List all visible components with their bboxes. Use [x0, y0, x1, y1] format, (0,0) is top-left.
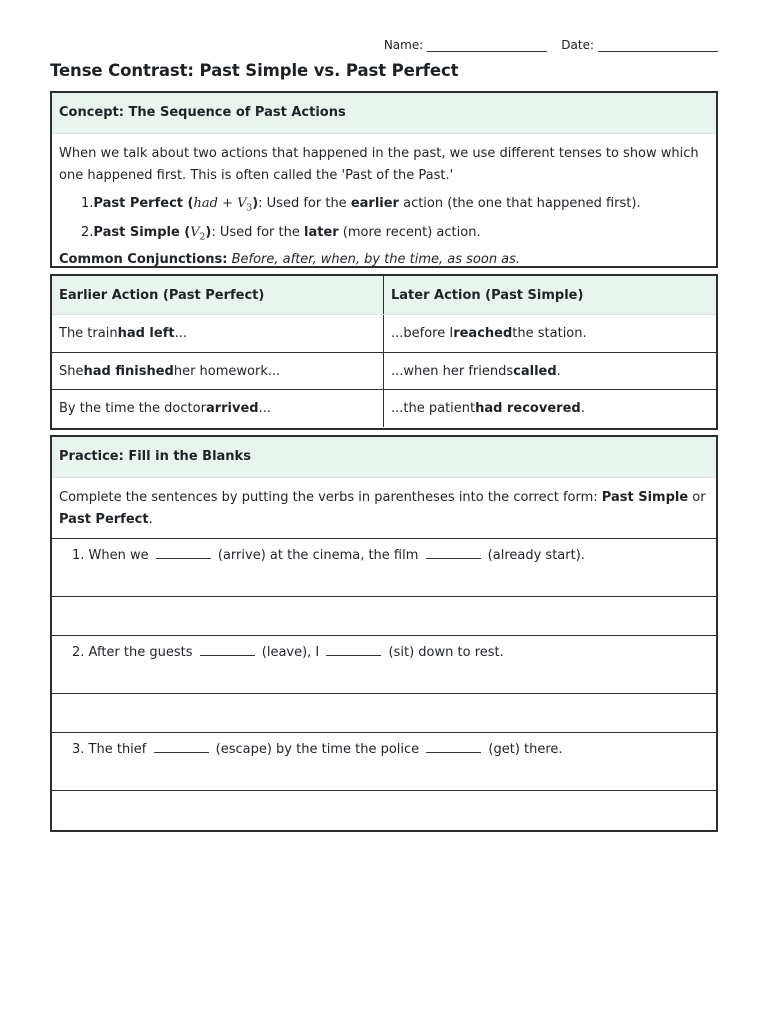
column-header: Earlier Action (Past Perfect) — [52, 276, 384, 314]
date-field[interactable] — [561, 38, 718, 52]
formula: had + $V_3$ — [193, 196, 253, 214]
practice-intro: Complete the sentences by putting the verbs in parentheses into the correct form: Past Simple or Past Perfect. — [52, 478, 716, 539]
name-field[interactable] — [384, 38, 547, 52]
table-cell: She had finished her homework... — [52, 353, 384, 389]
question-1: 1. When we (arrive) at the cinema, the film (already start). — [52, 539, 716, 597]
table-header-row — [52, 276, 716, 315]
item-number: 1. — [81, 196, 94, 211]
list-item: 1.Past Perfect $(had + V_3)$: Used for the earlier action (the one that happened first). — [81, 196, 641, 214]
answer-blank[interactable] — [156, 547, 211, 559]
practice-box — [50, 435, 718, 832]
item-emphasis: later — [304, 224, 339, 240]
table-cell: ...before I reached the station. — [391, 326, 587, 341]
table-cell: ...when her friends called . — [391, 363, 561, 379]
table-cell: ...the patient had recovered . — [391, 401, 585, 416]
answer-blank[interactable] — [154, 741, 209, 753]
item-colon: : Used for the — [258, 196, 351, 211]
answer-blank[interactable] — [200, 644, 255, 656]
date-label: Date: — [561, 38, 594, 52]
answer-blank[interactable] — [426, 547, 481, 559]
conjunctions-line: Common Conjunctions: Before, after, when, by the time, as soon as. — [59, 252, 521, 268]
concept-list — [59, 192, 709, 249]
answer-blank[interactable] — [326, 644, 381, 656]
formula: $V_2$ — [190, 224, 206, 243]
table-cell: The train had left ... — [52, 315, 384, 352]
answer-space[interactable] — [52, 597, 716, 636]
table-row — [52, 315, 716, 353]
question-2: 2. After the guests (leave), I (sit) down to rest. — [52, 636, 716, 694]
comparison-table — [50, 274, 718, 430]
list-item: 2.Past Simple $(V_2)$: Used for the later (more recent) action. — [81, 224, 481, 243]
concept-body — [52, 134, 716, 271]
answer-space[interactable] — [52, 791, 716, 829]
column-header: Later Action (Past Simple) — [391, 287, 584, 303]
item-term: Past Simple — [93, 224, 180, 240]
table-row — [52, 390, 716, 427]
header-fields — [384, 38, 718, 52]
item-emphasis: earlier — [350, 196, 399, 211]
answer-space[interactable] — [52, 694, 716, 733]
table-cell: By the time the doctor arrived ... — [52, 390, 384, 427]
item-number: 2. — [81, 224, 94, 240]
answer-blank[interactable] — [426, 741, 481, 753]
page-title: Tense Contrast: Past Simple vs. Past Perfect — [50, 61, 459, 80]
item-term: Past Perfect — [93, 196, 183, 211]
table-row — [52, 353, 716, 390]
concept-intro: When we talk about two actions that happened in the past, we use different tenses to show which one happened first. This is often called the 'Past of the Past.' — [59, 146, 699, 183]
name-blank[interactable] — [427, 39, 547, 52]
question-3: 3. The thief (escape) by the time the police (get) there. — [52, 733, 716, 791]
practice-heading: Practice: Fill in the Blanks — [52, 437, 716, 478]
concept-box — [50, 91, 718, 268]
date-blank[interactable] — [598, 39, 718, 52]
name-label: Name: — [383, 38, 424, 52]
concept-heading: Concept: The Sequence of Past Actions — [52, 93, 716, 134]
